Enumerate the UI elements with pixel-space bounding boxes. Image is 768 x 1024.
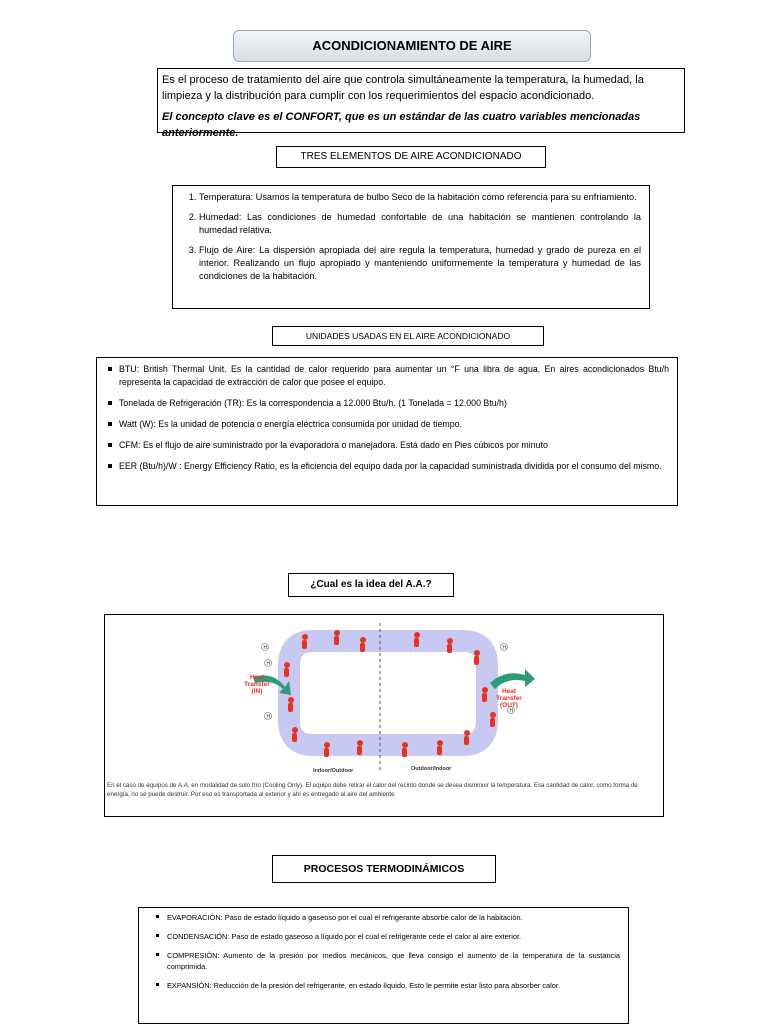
processes-header: PROCESOS TERMODINÁMICOS (272, 855, 496, 883)
page-title: ACONDICIONAMIENTO DE AIRE (233, 30, 591, 62)
heat-out-label (496, 688, 522, 709)
svg-text:Heat: Heat (249, 674, 265, 681)
heat-transfer-diagram (105, 615, 665, 780)
intro-emphasis: El concepto clave es el CONFORT, que es un estándar de las cuatro variables mencionadas anteriormente. (162, 111, 641, 139)
svg-text:Heat: Heat (501, 688, 517, 695)
elements-box (172, 185, 650, 309)
figure-caption: En el caso de equipos de A.A. en modalidad de solo frío (Cooling Only). El equipo debe retirar el calor del recinto donde se desea disminuir la temperatura. Esa cantidad de calor, como forma de energía, no se puede destruir. Por eso es transportada al exterior y ahí es entregado al aire del ambiente (107, 782, 638, 798)
svg-text:H: H (263, 645, 268, 651)
svg-text:Transfer: Transfer (244, 681, 270, 688)
units-box (96, 357, 678, 506)
svg-text:H: H (502, 645, 507, 651)
processes-list (151, 912, 620, 991)
units-header: UNIDADES USADAS EN EL AIRE ACONDICIONADO (272, 326, 544, 346)
units-list (103, 363, 669, 473)
list-item: EER (Btu/h)/W : Energy Efficiency Ratio, es la eficiencia del equipo dada por la capacidad suministrada dividida por el consumo del mismo. (119, 460, 669, 473)
processes-box (138, 907, 629, 1024)
svg-text:H: H (266, 714, 271, 720)
indoor-outdoor-label: Indoor/Outdoor (313, 768, 354, 774)
list-item: 3. Flujo de Aire: La dispersión apropiada del aire regula la temperatura, humedad y grado de pureza en el interior. Realizando un flujo apropiado y manteniendo uniformemente la temperatura y humedad de las condiciones de la habitación. (199, 244, 641, 283)
outdoor-indoor-label: Outdoor/Indoor (411, 766, 452, 772)
idea-header: ¿Cual es la idea del A.A.? (288, 573, 454, 597)
elements-header: TRES ELEMENTOS DE AIRE ACONDICIONADO (276, 146, 546, 168)
list-item: EXPANSIÓN: Reducción de la presión del refrigerante, en estado líquido. Esto le permite estar listo para absorber calor. (167, 980, 620, 991)
list-item: EVAPORACIÓN: Paso de estado líquido a gaseoso por el cual el refrigerante absorbe calor de la habitación. (167, 912, 620, 923)
list-item: 1. Temperatura: Usamos la temperatura de bulbo Seco de la habitación como referencia para su enfriamiento. (199, 191, 641, 204)
list-item: Watt (W): Es la unidad de potencia o energía eléctrica consumida por unidad de tiempo. (119, 418, 669, 431)
list-item: 2. Humedad: Las condiciones de humedad confortable de una habitación se mantienen controlando la humedad relativa. (199, 211, 641, 237)
svg-text:(IN): (IN) (251, 688, 263, 695)
svg-text:H: H (509, 708, 514, 714)
list-item: COMPRESIÓN: Aumento de la presión por medios mecánicos, que lleva consigo el aumento de la temperatura de la sustancia comprimida. (167, 951, 620, 971)
list-item: CFM: Es el flujo de aire suministrado por la evaporadora o manejadora. Está dado en Pies cúbicos por minuto (119, 439, 669, 452)
refrigerant-loop (289, 641, 487, 745)
intro-text: Es el proceso de tratamiento del aire que controla simultáneamente la temperatura, la humedad, la limpieza y la distribución para cumplir con los requerimientos del espacio acondicionado. (162, 74, 644, 102)
svg-text:H: H (266, 661, 271, 667)
elements-list (179, 191, 641, 283)
list-item: CONDENSACIÓN: Paso de estado gaseoso a líquido por el cual el refrigerante cede el calor al aire exterior. (167, 931, 620, 942)
svg-text:Transfer: Transfer (496, 695, 522, 702)
list-item: BTU: British Thermal Unit. Es la cantidad de calor requerido para aumentar un °F una libra de agua. En aires acondicionados Btu/h representa la capacidad de extracción de calor que posee el equipo. (119, 364, 669, 387)
intro-box (157, 68, 685, 139)
svg-text:(OUT): (OUT) (499, 702, 519, 709)
list-item: Tonelada de Refrigeración (TR): Es la correspondencia a 12.000 Btu/h. (1 Tonelada = 12.000 Btu/h) (119, 397, 669, 410)
